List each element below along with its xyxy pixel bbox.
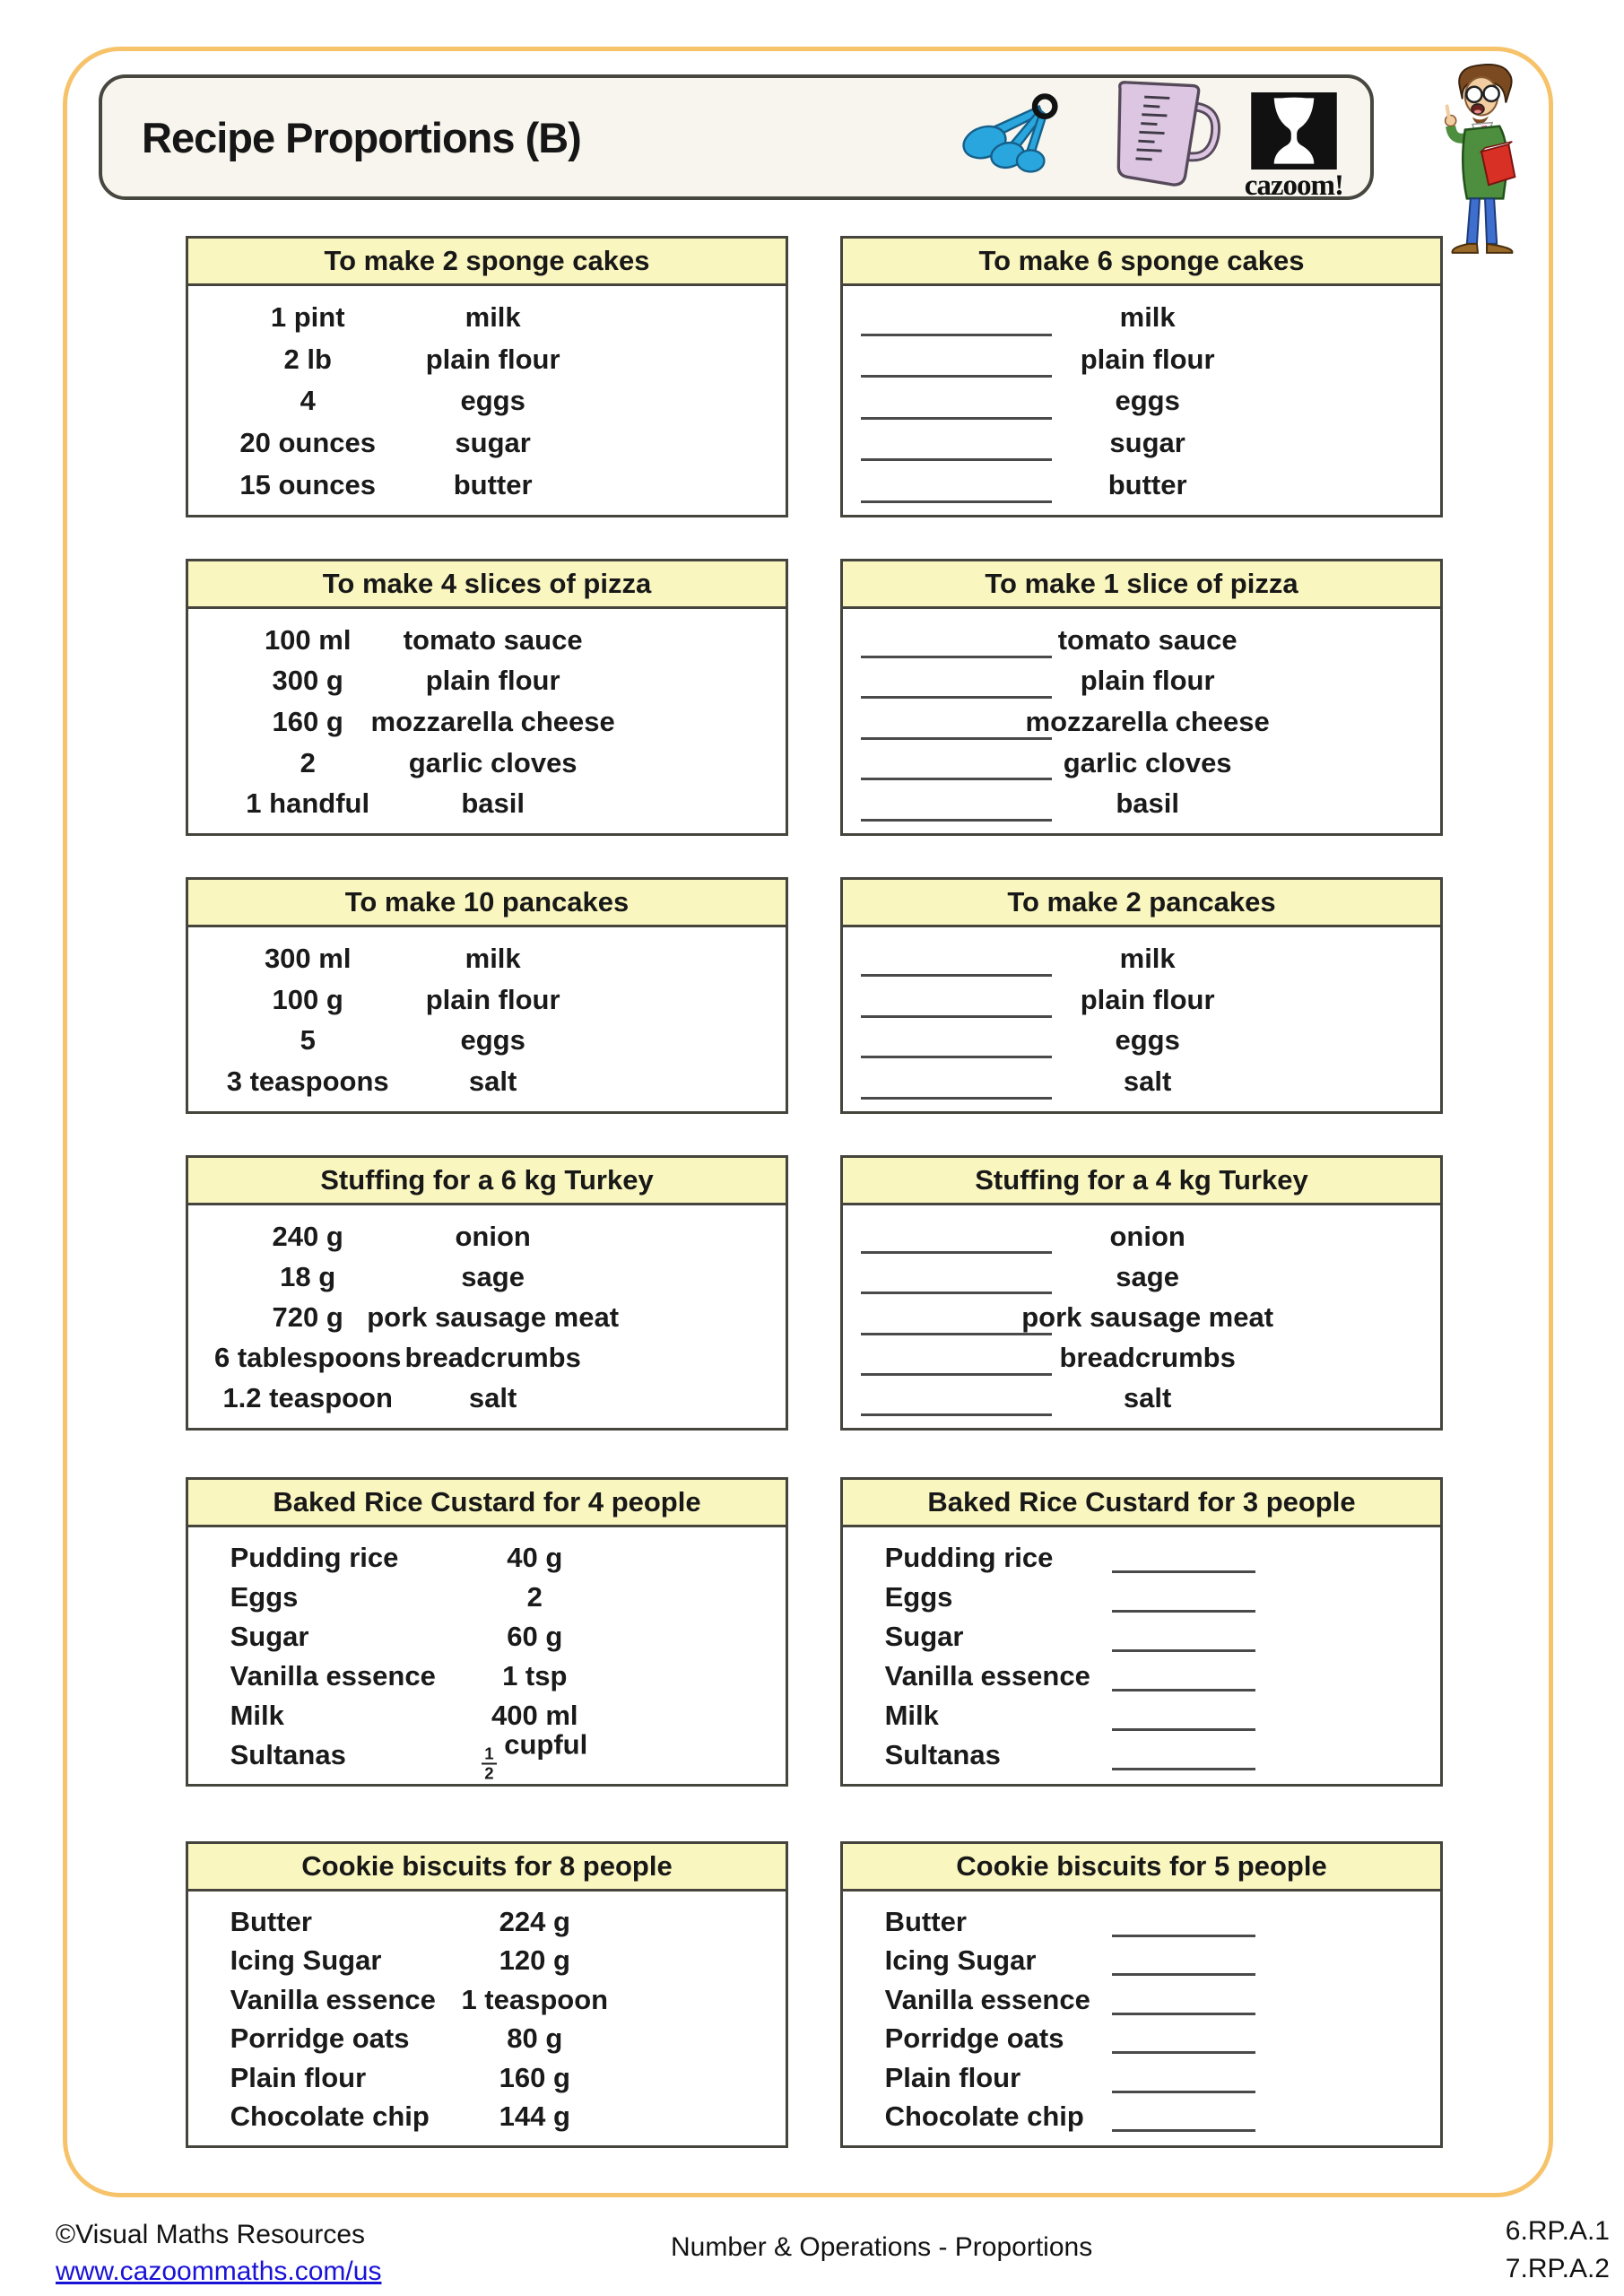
- ingredient-row: [843, 2098, 1440, 2137]
- answer-blank[interactable]: [1112, 2013, 1255, 2015]
- ingredient-quantity: 15 ounces: [239, 468, 376, 500]
- ingredient-row: [843, 1980, 1440, 2020]
- answer-blank[interactable]: [1112, 1973, 1255, 1976]
- ingredient-quantity: 240 g: [272, 1220, 343, 1252]
- recipe-box-body: [188, 286, 786, 515]
- answer-blank[interactable]: [1112, 1649, 1255, 1652]
- footer-standards: [1506, 2213, 1610, 2288]
- ingredient-row: [188, 339, 786, 381]
- recipe-box-title: To make 4 slices of pizza: [188, 561, 786, 609]
- ingredient-name: Vanilla essence: [230, 1660, 436, 1692]
- ingredient-quantity: 160 g: [272, 705, 343, 737]
- ingredient-quantity: 300 ml: [264, 942, 352, 974]
- standard-code-2: 7.RP.A.2: [1505, 2254, 1610, 2283]
- ingredient-row: [843, 1902, 1440, 1942]
- ingredient-name: Eggs: [884, 1581, 953, 1613]
- recipe-box-title: Cookie biscuits for 8 people: [188, 1844, 786, 1892]
- ingredient-name: garlic cloves: [408, 746, 578, 778]
- ingredient-quantity: 80 g: [507, 2022, 563, 2055]
- ingredient-quantity: 4: [300, 385, 316, 417]
- ingredient-quantity: 720 g: [272, 1301, 343, 1333]
- ingredient-row: [188, 1378, 786, 1419]
- recipe-box: [186, 877, 788, 1114]
- ingredient-name: breadcrumbs: [404, 1342, 581, 1374]
- ingredient-row: [843, 701, 1440, 743]
- ingredient-row: [188, 1728, 786, 1782]
- ingredient-name: Vanilla essence: [884, 1983, 1090, 2015]
- ingredient-name: Sultanas: [884, 1739, 1001, 1770]
- ingredient-row: [843, 1538, 1440, 1578]
- answer-blank[interactable]: [1112, 1935, 1255, 1937]
- recipe-box: [186, 1155, 788, 1431]
- ingredient-quantity: 2: [526, 1581, 543, 1613]
- ingredient-row: [188, 701, 786, 743]
- ingredient-row: [188, 2020, 786, 2059]
- answer-blank[interactable]: [1112, 2129, 1255, 2132]
- ingredient-row: [843, 1338, 1440, 1378]
- ingredient-name: Icing Sugar: [230, 1944, 382, 1977]
- ingredient-name: salt: [1123, 1382, 1172, 1414]
- ingredient-name: onion: [455, 1220, 531, 1252]
- page-title: Recipe Proportions (B): [142, 113, 581, 161]
- ingredient-name: eggs: [460, 1024, 525, 1057]
- ingredient-name: eggs: [1115, 1024, 1180, 1057]
- fraction: [482, 1744, 496, 1781]
- recipe-box-title: To make 1 slice of pizza: [843, 561, 1440, 609]
- ingredient-name: Sugar: [230, 1621, 309, 1652]
- ingredient-quantity: 20 ounces: [239, 427, 376, 459]
- ingredient-name: garlic cloves: [1063, 746, 1232, 778]
- ingredient-row: [188, 1297, 786, 1337]
- recipe-box: [840, 877, 1443, 1114]
- ingredient-quantity: 1 teaspoon: [461, 1983, 609, 2015]
- recipe-box-title: To make 2 pancakes: [843, 880, 1440, 927]
- ingredient-row: [188, 743, 786, 784]
- ingredient-row: [843, 1696, 1440, 1735]
- ingredient-row: [843, 1657, 1440, 1696]
- website-link[interactable]: www.cazoommaths.com/us: [56, 2256, 382, 2286]
- ingredient-quantity: 5: [300, 1024, 316, 1057]
- ingredient-name: Butter: [884, 1905, 967, 1937]
- ingredient-row: [188, 1338, 786, 1378]
- answer-blank[interactable]: [1112, 1728, 1255, 1731]
- teacher-character-illustration: [1428, 61, 1539, 260]
- ingredient-row: [843, 1297, 1440, 1337]
- cazoom-logo-text: cazoom!: [1244, 169, 1343, 202]
- ingredient-row: [188, 1902, 786, 1942]
- ingredient-row: [188, 938, 786, 979]
- ingredient-name: milk: [1119, 942, 1176, 974]
- ingredient-name: sugar: [1109, 427, 1185, 459]
- recipe-box: [186, 1841, 788, 2148]
- answer-blank[interactable]: [1112, 1768, 1255, 1770]
- ingredient-name: plain flour: [425, 343, 560, 375]
- ingredient-row: [843, 743, 1440, 784]
- ingredient-row: [843, 1061, 1440, 1102]
- ingredient-row: [843, 1257, 1440, 1297]
- recipe-box-body: [188, 927, 786, 1111]
- ingredient-name: sage: [461, 1260, 525, 1292]
- ingredient-name: milk: [465, 301, 521, 334]
- ingredient-quantity: 144 g: [499, 2100, 570, 2133]
- ingredient-name: Vanilla essence: [230, 1983, 436, 2015]
- ingredient-row: [188, 2058, 786, 2098]
- ingredient-row: [188, 1657, 786, 1696]
- ingredient-name: Porridge oats: [230, 2022, 410, 2055]
- ingredient-quantity: 160 g: [499, 2061, 570, 2093]
- recipe-box-body: [188, 1892, 786, 2145]
- ingredient-name: Chocolate chip: [230, 2100, 430, 2133]
- ingredient-quantity: 100 g: [272, 983, 343, 1015]
- recipe-box-title: To make 10 pancakes: [188, 880, 786, 927]
- answer-blank[interactable]: [1112, 1570, 1255, 1573]
- ingredient-name: Icing Sugar: [884, 1944, 1037, 1977]
- ingredient-quantity: 3 teaspoons: [226, 1065, 389, 1098]
- ingredient-row: [843, 380, 1440, 422]
- recipe-box-body: [188, 1205, 786, 1428]
- fraction-numerator: 1: [482, 1744, 496, 1764]
- ingredient-row: [188, 1061, 786, 1102]
- ingredient-quantity: 300 g: [272, 665, 343, 697]
- recipe-box-body: [843, 1527, 1440, 1784]
- recipe-box-body: [843, 609, 1440, 833]
- ingredient-name: salt: [468, 1382, 517, 1414]
- ingredient-row: [188, 2098, 786, 2137]
- ingredient-row: [843, 620, 1440, 661]
- recipe-box-title: To make 6 sponge cakes: [843, 239, 1440, 286]
- ingredient-row: [188, 380, 786, 422]
- cazoom-logo: [1245, 92, 1343, 201]
- ingredient-name: Plain flour: [230, 2061, 367, 2093]
- ingredient-quantity: 2 lb: [283, 343, 332, 375]
- ingredient-row: [843, 661, 1440, 702]
- recipe-box-body: [843, 1892, 1440, 2145]
- recipe-box: [186, 236, 788, 517]
- header: [99, 74, 1374, 200]
- ingredient-name: Chocolate chip: [884, 2100, 1084, 2133]
- ingredient-row: [843, 339, 1440, 381]
- ingredient-name: breadcrumbs: [1059, 1342, 1236, 1374]
- recipe-box-body: [843, 286, 1440, 515]
- ingredient-name: pork sausage meat: [367, 1301, 620, 1333]
- fraction-denominator: 2: [484, 1763, 494, 1782]
- ingredient-quantity: 6 tablespoons: [213, 1342, 402, 1374]
- ingredient-quantity: $\frac{1}{2}$ cupful: [404, 1728, 666, 1781]
- ingredient-row: [843, 422, 1440, 465]
- ingredient-row: [188, 422, 786, 465]
- ingredient-name: eggs: [460, 385, 525, 417]
- ingredient-quantity: 2: [300, 746, 316, 778]
- recipe-box: [186, 559, 788, 836]
- ingredient-quantity: 1 pint: [270, 301, 345, 334]
- recipe-box: [840, 1477, 1443, 1787]
- ingredient-name: basil: [1116, 787, 1179, 820]
- recipe-box-title: Cookie biscuits for 5 people: [843, 1844, 1440, 1892]
- ingredient-quantity: 18 g: [280, 1260, 336, 1292]
- ingredient-name: Porridge oats: [884, 2022, 1064, 2055]
- ingredient-name: tomato sauce: [1057, 623, 1238, 656]
- ingredient-name: salt: [468, 1065, 517, 1098]
- ingredient-row: [843, 1021, 1440, 1062]
- ingredient-name: sage: [1116, 1260, 1179, 1292]
- ingredient-name: basil: [461, 787, 525, 820]
- ingredient-name: Butter: [230, 1905, 312, 1937]
- answer-blank[interactable]: [1112, 1689, 1255, 1692]
- ingredient-row: [188, 464, 786, 506]
- footer-topic: Number & Operations - Proportions: [671, 2232, 1093, 2262]
- ingredient-quantity: 60 g: [507, 1621, 563, 1652]
- ingredient-name: butter: [1107, 468, 1187, 500]
- ingredient-row: [843, 1216, 1440, 1257]
- ingredient-name: salt: [1123, 1065, 1172, 1098]
- ingredient-name: plain flour: [1080, 983, 1215, 1015]
- ingredient-name: Vanilla essence: [884, 1660, 1090, 1692]
- ingredient-row: [843, 1578, 1440, 1617]
- ingredient-name: sugar: [455, 427, 531, 459]
- ingredient-row: [843, 938, 1440, 979]
- ingredient-row: [188, 620, 786, 661]
- ingredient-row: [188, 783, 786, 824]
- ingredient-name: Sugar: [884, 1621, 964, 1652]
- ingredient-name: Eggs: [230, 1581, 299, 1613]
- ingredient-name: milk: [1119, 301, 1176, 334]
- ingredient-row: [188, 1257, 786, 1297]
- ingredient-row: [843, 297, 1440, 339]
- ingredient-row: [843, 783, 1440, 824]
- ingredient-name: Sultanas: [230, 1739, 346, 1770]
- ingredient-name: eggs: [1115, 385, 1180, 417]
- ingredient-quantity: 100 ml: [264, 623, 352, 656]
- ingredient-name: plain flour: [425, 665, 560, 697]
- recipe-box-body: [188, 609, 786, 833]
- ingredient-name: Milk: [884, 1700, 939, 1731]
- ingredient-row: [188, 1942, 786, 1981]
- ingredient-row: [843, 1617, 1440, 1657]
- ingredient-name: Milk: [230, 1700, 284, 1731]
- ingredient-name: mozzarella cheese: [1025, 705, 1270, 737]
- measuring-jug-icon: [1090, 78, 1225, 196]
- recipe-box-title: Baked Rice Custard for 3 people: [843, 1480, 1440, 1527]
- cazoom-hourglass-icon: [1251, 92, 1337, 170]
- ingredient-name: pork sausage meat: [1021, 1301, 1274, 1333]
- ingredient-row: [188, 1538, 786, 1578]
- ingredient-name: onion: [1109, 1220, 1185, 1252]
- recipe-box: [840, 559, 1443, 836]
- recipe-box-title: To make 2 sponge cakes: [188, 239, 786, 286]
- ingredient-row: [188, 1617, 786, 1657]
- ingredient-name: tomato sauce: [403, 623, 583, 656]
- ingredient-row: [188, 297, 786, 339]
- ingredient-row: [188, 1980, 786, 2020]
- recipe-box: [840, 1155, 1443, 1431]
- ingredient-row: [843, 1735, 1440, 1775]
- ingredient-name: mozzarella cheese: [370, 705, 615, 737]
- answer-blank[interactable]: [1112, 2051, 1255, 2054]
- ingredient-name: Pudding rice: [230, 1542, 399, 1573]
- recipe-box-body: [843, 927, 1440, 1111]
- ingredient-name: plain flour: [1080, 665, 1215, 697]
- ingredient-row: [843, 1942, 1440, 1981]
- ingredient-quantity: 40 g: [507, 1542, 563, 1573]
- header-icons: [956, 78, 1343, 202]
- ingredient-row: [843, 1378, 1440, 1419]
- footer-left: [56, 2217, 381, 2290]
- answer-blank[interactable]: [1112, 2091, 1255, 2093]
- copyright-text: ©Visual Maths Resources: [56, 2220, 366, 2249]
- ingredient-row: [843, 2020, 1440, 2059]
- ingredient-quantity: 400 ml: [491, 1700, 578, 1731]
- recipe-box: [186, 1477, 788, 1787]
- recipe-box: [840, 1841, 1443, 2148]
- ingredient-row: [188, 1578, 786, 1617]
- answer-blank[interactable]: [1112, 1610, 1255, 1613]
- ingredient-quantity: 1.2 teaspoon: [222, 1382, 393, 1414]
- ingredient-name: butter: [453, 468, 533, 500]
- ingredient-quantity: 1 tsp: [502, 1660, 568, 1692]
- recipe-box-body: [843, 1205, 1440, 1428]
- ingredient-row: [843, 2058, 1440, 2098]
- ingredient-quantity: 1 handful: [246, 787, 370, 820]
- ingredient-name: plain flour: [1080, 343, 1215, 375]
- ingredient-row: [843, 979, 1440, 1021]
- recipe-box-body: [188, 1527, 786, 1784]
- recipe-box-title: Stuffing for a 6 kg Turkey: [188, 1158, 786, 1205]
- ingredient-row: [188, 1021, 786, 1062]
- recipe-box-title: Stuffing for a 4 kg Turkey: [843, 1158, 1440, 1205]
- standard-code-1: 6.RP.A.1: [1505, 2216, 1610, 2246]
- ingredient-row: [188, 1216, 786, 1257]
- ingredient-row: [188, 979, 786, 1021]
- ingredient-name: milk: [465, 942, 521, 974]
- ingredient-row: [188, 661, 786, 702]
- ingredient-name: plain flour: [425, 983, 560, 1015]
- ingredient-row: [843, 464, 1440, 506]
- ingredient-quantity: 120 g: [499, 1944, 570, 1977]
- measuring-spoons-icon: [956, 89, 1071, 186]
- ingredient-quantity: 224 g: [499, 1905, 570, 1937]
- ingredient-name: Plain flour: [884, 2061, 1021, 2093]
- ingredient-name: Pudding rice: [884, 1542, 1054, 1573]
- recipe-box: [840, 236, 1443, 517]
- recipe-box-title: Baked Rice Custard for 4 people: [188, 1480, 786, 1527]
